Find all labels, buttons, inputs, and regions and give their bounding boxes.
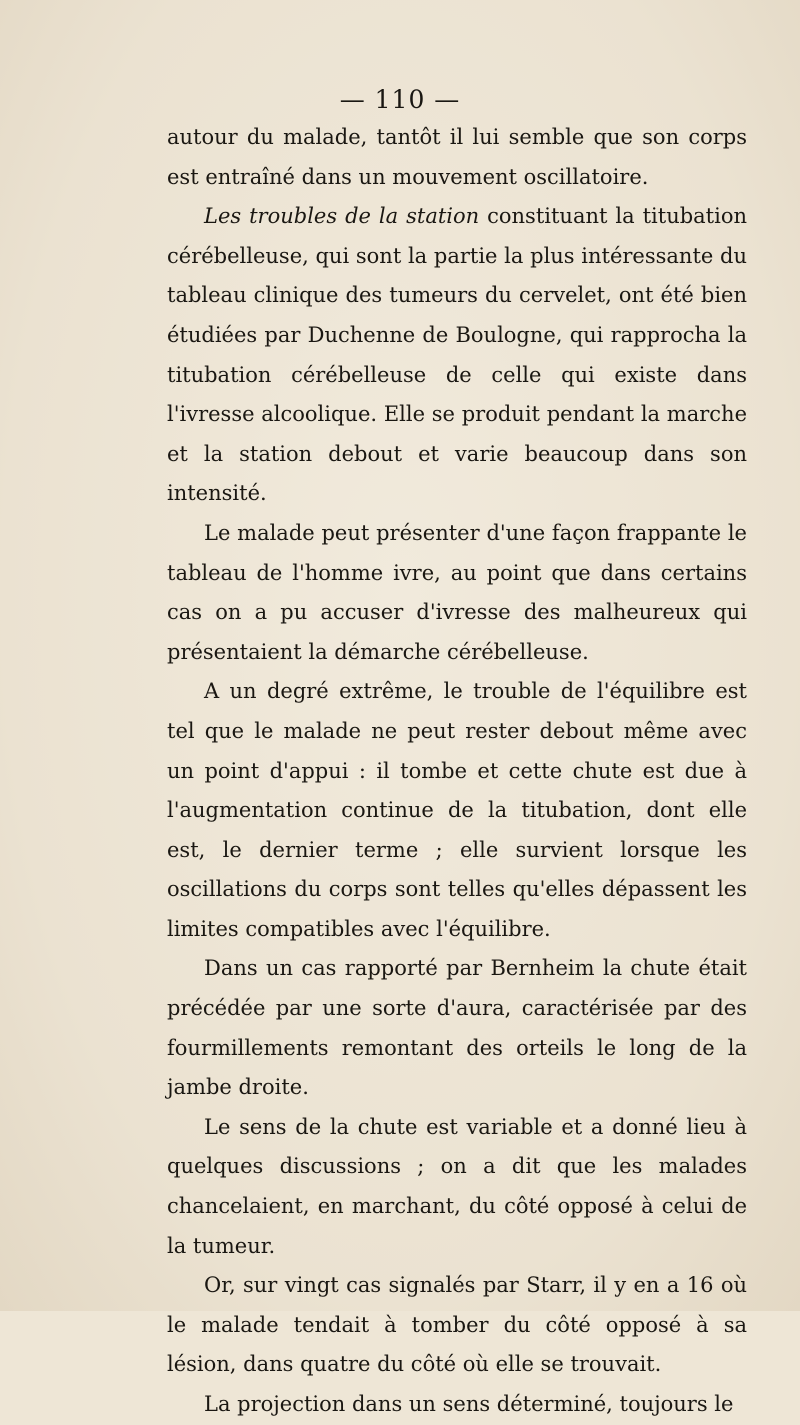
paragraph-text: A un degré extrême, le trouble de l'équilibre est tel que le malade ne peut rester debout même avec un point d'appui : il tombe et cette chute est due à l'augmentation continue de la titubation, dont elle est, le dernier terme ; elle survient lorsque les oscillations du corps sont telles qu'elles dépassent les limites compatibles avec l'équilibre. <box>167 679 747 941</box>
body-text <box>167 118 747 1425</box>
paragraph-text: constituant la titubation cérébelleuse, qui sont la partie la plus intéressante du tableau clinique des tumeurs du cervelet, ont été bien étudiées par Duchenne de Boulogne, qui rapprocha la titubation cérébelleuse de celle qui existe dans l'ivresse alcoolique. Elle se produit pendant la marche et la station debout et varie beaucoup dans son intensité. <box>167 204 747 506</box>
paragraph-text: Le sens de la chute est variable et a donné lieu à quelques discussions ; on a dit que les malades chancelaient, en marchant, du côté opposé à celui de la tumeur. <box>167 1114 747 1258</box>
paragraph <box>167 197 747 514</box>
paragraph <box>167 949 747 1107</box>
paragraph <box>167 1266 747 1385</box>
paragraph-text: Or, sur vingt cas signalés par Starr, il y en a 16 où le malade tendait à tomber du côté opposé à sa lésion, dans quatre du côté où elle se trouvait. <box>167 1273 747 1377</box>
italic-heading: Les troubles de la station <box>204 204 480 229</box>
paragraph <box>167 514 747 672</box>
paragraph <box>167 1108 747 1266</box>
paragraph <box>167 1385 747 1425</box>
paragraph <box>167 672 747 949</box>
paragraph-text: La projection dans un sens déterminé, toujours le <box>204 1392 734 1416</box>
paragraph <box>167 118 747 197</box>
paragraph-text: autour du malade, tantôt il lui semble que son corps est entraîné dans un mouvement oscillatoire. <box>167 125 747 189</box>
paragraph-text: Dans un cas rapporté par Bernheim la chute était précédée par une sorte d'aura, caractérisée par des fourmillements remontant des orteils le long de la jambe droite. <box>167 956 747 1100</box>
page-number: — 110 — <box>339 85 461 114</box>
paragraph-text: Le malade peut présenter d'une façon frappante le tableau de l'homme ivre, au point que dans certains cas on a pu accuser d'ivresse des malheureux qui présentaient la démarche cérébelleuse. <box>167 520 747 664</box>
